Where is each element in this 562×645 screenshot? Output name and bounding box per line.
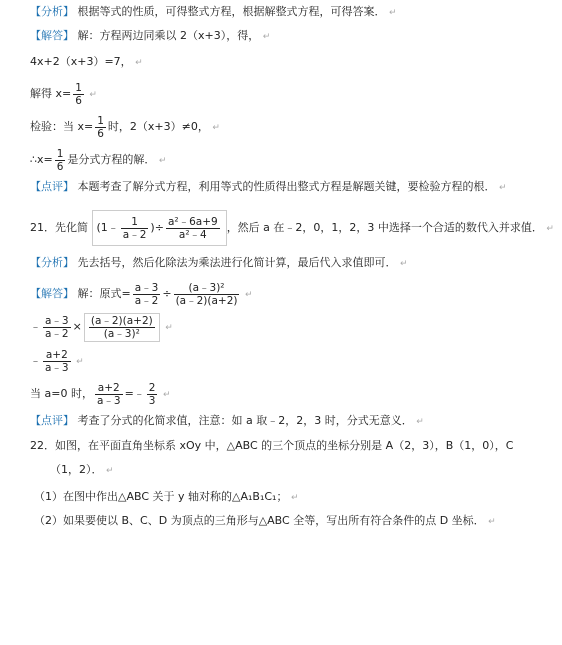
fraction-numerator: 1 [56,147,64,160]
final-text: 当 a=0 时， [30,387,93,400]
equation-text: 4x+2（x+3）=7， [30,55,132,68]
fraction [133,282,161,307]
equals-sign: ﹣ [30,354,41,367]
paragraph-mark: ↵ [165,323,173,333]
expr-part: )÷ [150,221,164,234]
fraction-denominator: 6 [75,94,82,107]
comment-text: 本题考查了解分式方程，利用等式的性质得出整式方程是解题关键，要检验方程的根． [77,180,496,193]
fraction [174,282,240,307]
paragraph-mark: ↵ [162,390,171,400]
fraction-one-sixth [73,82,84,107]
times-sign: × [72,320,82,333]
expr-part: (1﹣ [96,221,119,234]
fraction-numerator: 1 [97,114,104,127]
fraction-denominator: 3 [148,394,156,407]
question-22-cont [50,463,114,478]
fraction [43,315,71,340]
fraction-denominator: a﹣2 [134,294,159,307]
fraction-denominator: 6 [56,160,64,173]
fraction [95,382,123,407]
solution-text: 解得 x= [30,87,72,100]
question-22-part-1 [34,490,299,505]
analysis-tag: 【分析】 [30,5,74,18]
analysis-line-2 [30,256,408,271]
paragraph-mark: ↵ [135,58,143,68]
fraction-numerator: a+2 [43,349,71,362]
fraction-one-sixth [95,115,106,140]
minus-sign: ﹣ [133,387,145,400]
fraction-denominator: a﹣3 [45,361,69,374]
fraction [43,349,71,374]
fraction-numerator: a﹣3 [45,314,69,327]
check-text-a: 检验：当 x= [30,120,94,133]
fraction-numerator: a+2 [95,382,123,395]
conclusion-text-a: ∴x= [30,153,53,166]
fraction-denominator: a﹣3 [96,394,121,407]
fraction [84,313,160,342]
fraction-denominator: a²﹣4 [178,228,207,241]
fraction-one-sixth [55,148,66,173]
answer-line-2 [30,279,253,310]
question-21 [30,210,554,246]
equals-sign: ﹣ [30,320,41,333]
comment-tag: 【点评】 [30,180,74,193]
paragraph-mark: ↵ [546,224,554,234]
paragraph-mark: ↵ [158,156,167,166]
question-21-text-b: ，然后 a 在﹣2，0，1，2，3 中选择一个合适的数代入并求值． [226,221,543,234]
paragraph-mark: ↵ [499,183,507,193]
fraction [147,382,158,407]
answer-text: 解：原式= [77,287,131,300]
fraction-numerator: a²﹣6a+9 [167,215,218,228]
answer-tag: 【解答】 [30,29,74,42]
conclusion-line [30,146,166,175]
fraction [121,216,149,241]
step-3-line [30,346,84,377]
paragraph-mark: ↵ [106,466,114,476]
divide-sign: ÷ [162,287,172,300]
fraction-numerator: (a﹣2)(a+2) [90,314,153,327]
step-2-line [30,312,173,343]
paragraph-mark: ↵ [488,517,496,527]
question-21-expression [92,210,227,246]
fraction-numerator: (a﹣3)² [174,282,240,295]
fraction-numerator: 1 [75,81,82,94]
fraction-denominator: (a﹣3)² [103,327,140,340]
fraction-denominator: (a﹣2)(a+2) [175,294,238,307]
final-line [30,379,171,410]
equals-sign: = [124,387,134,400]
paragraph-mark: ↵ [212,123,220,133]
fraction [166,216,220,241]
fraction-denominator: a﹣2 [45,327,69,340]
fraction-numerator: a﹣3 [134,281,159,294]
fraction-denominator: a﹣2 [122,228,147,241]
paragraph-mark: ↵ [389,8,397,18]
paragraph-mark: ↵ [262,32,271,42]
question-22-part-2-text: （2）如果要使以 B、C、D 为顶点的三角形与△ABC 全等，写出所有符合条件的点 D 坐标． [34,514,485,527]
paragraph-mark: ↵ [76,357,84,367]
paragraph-mark: ↵ [89,90,97,100]
check-text-b: 时，2（x+3）≠0， [107,120,209,133]
analysis-text: 先去括号，然后化除法为乘法进行化简计算，最后代入求值即可． [77,256,397,269]
conclusion-text-b: 是分式方程的解． [67,153,156,166]
comment-tag: 【点评】 [30,414,74,427]
question-22-text: 22．如图，在平面直角坐标系 xOy 中，△ABC 的三个顶点的坐标分别是 A（2，3），B（1，0），C [30,439,514,452]
analysis-text: 根据等式的性质，可得整式方程，根据解整式方程，可得答案． [77,5,386,18]
answer-tag: 【解答】 [30,287,74,300]
analysis-tag: 【分析】 [30,256,74,269]
comment-line-1 [30,180,507,195]
question-22-part-1-text: （1）在图中作出△ABC 关于 y 轴对称的△A₁B₁C₁； [34,490,288,503]
answer-line-1 [30,29,270,44]
solution-line [30,80,97,109]
paragraph-mark: ↵ [290,493,299,503]
fraction-numerator: 2 [148,381,156,394]
check-line [30,113,220,142]
analysis-line-1 [30,5,397,20]
question-22-part-2 [34,514,496,529]
comment-text: 考查了分式的化简求值，注意：如 a 取﹣2，2，3 时，分式无意义． [77,414,413,427]
question-22 [30,439,513,453]
question-21-text-a: 21．先化简 [30,221,88,234]
equation-line [30,55,143,70]
paragraph-mark: ↵ [244,290,253,300]
fraction-numerator: 1 [121,216,149,229]
paragraph-mark: ↵ [400,259,408,269]
question-22-cont-text: （1，2）． [50,463,103,476]
comment-line-2 [30,414,424,429]
fraction-denominator: 6 [97,127,104,140]
answer-text: 解：方程两边同乘以 2（x+3），得， [77,29,260,42]
paragraph-mark: ↵ [416,417,424,427]
